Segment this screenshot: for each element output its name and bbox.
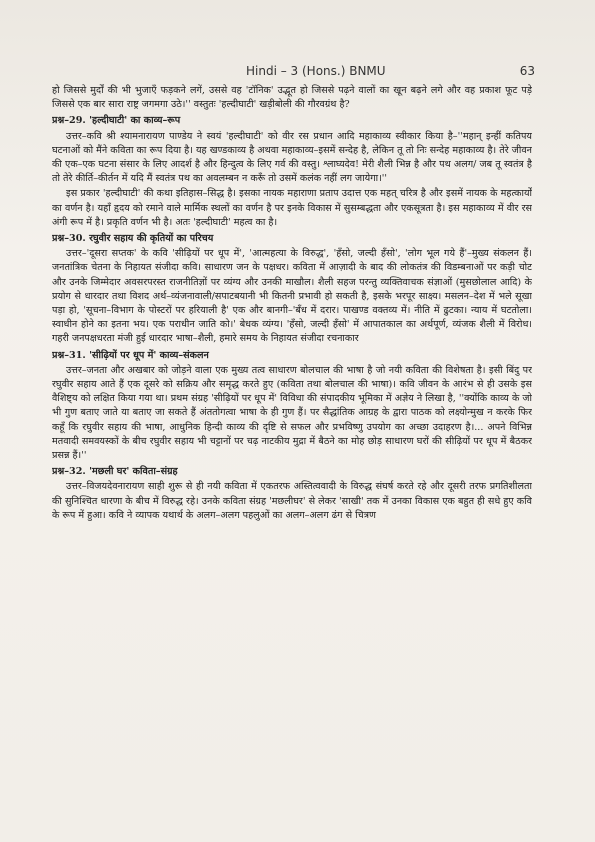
body-paragraph: उत्तर–कवि श्री श्यामनारायण पाण्डेय ने स्वयं 'हल्दीघाटी' को वीर रस प्रधान आदि महाकाव्य स्वीकार किया है–''महान् इन्हीं कतिपय घटनाओं को मैंने कविता का रूप दिया है। यह खण्डकाव्य है अथवा महाकाव्य–इसमें सन्देह है, लेकिन तू तो निः सन्देह महाकाव्य है। तेरे जीवन की एक–एक घटना संसार के लिए आदर्श है और हिन्दुत्व के लिए गर्व की वस्तु। श्लाघ्यदेव! मेरी शैली भिन्न है और पथ अलग/ जब तू स्वतंत्र है तो तेरे कीर्ति–कीर्तन में यदि मैं स्वतंत्र पथ का अवलम्बन न करूँ तो उसमें कलंक नहीं लग जायेगा।'' xyxy=(52,130,532,185)
body-paragraph: उत्तर–'दूसरा सप्तक' के कवि 'सीढ़ियों पर धूप में', 'आत्महत्या के विरुद्ध', 'हँसो, जल्दी हँसो', 'लोग भूल गये हैं'–मुख्य संकलन हैं। जनतांत्रिक चेतना के निहायत संजीदा कवि। साधारण जन के पक्षधर। कविता में आज़ादी के बाद की लोकतंत्र की विडम्बनाओं पर कड़ी चोट और उनके जिम्मेदार अवसरपरस्त राजनीतिज्ञों पर व्यंग्य और उनकी माखौल। शैली सहज परन्तु व्यक्तिवाचक संज्ञाओं (मुसछोलाल आदि) के प्रयोग से धारदार तथा विशद अर्थ–व्यंजनावाली/सपाटबयानी भी कितनी प्रभावी हो सकती है, इसके भरपूर साक्ष्य। मसलन–देश में भले सूखा पड़ा हो, 'सूचना–विभाग के पोस्टरों पर हरियाली है' एक और बानगी–'बँध में दरार। पाखण्ड वक्तव्य में। नीति में ढुटका। न्याय में घटतोला। स्वाधीन होने का इतना भय। एक पराधीन जाति को।' बेधक व्यंग्य। 'हँसो, जल्दी हँसो' में आपातकाल का अर्थपूर्ण, व्यंजक शैली में विरोध। गहरी जनपक्षधरता मंजी हुई धारदार भाषा–शैली, हमारे समय के निहायत संजीदा रचनाकार xyxy=(52,248,532,345)
running-head: Hindi – 3 (Hons.) BNMU xyxy=(246,64,386,78)
page-number: 63 xyxy=(519,64,535,78)
body-paragraph: हो जिससे मुर्दों की भी भुजाएँ फड़कने लगें, उससे वह 'टॉनिक' उद्भूत हो जिससे पढ़ने वालों का खून बढ़ने लगे और वह प्रकाश फूट पड़े जिससे एक बार सारा राष्ट्र जगमगा उठे।'' वस्तुतः 'हल्दीघाटी' खड़ीबोली की गौरवग्रंथ है? xyxy=(52,85,532,111)
question-heading: प्रश्न–30. रघुवीर सहाय की कृतियों का परिचय xyxy=(52,233,214,245)
body-paragraph: उत्तर–जनता और अखबार को जोड़ने वाला एक मुख्य तत्व साधारण बोलचाल की भाषा है जो नयी कविता की विशेषता है। इसी बिंदु पर रघुवीर सहाय आते हैं एक दूसरे को सक्रिय और समृद्ध करते हुए (कविता तथा बोलचाल की भाषा)। कवि जीवन के आरंभ से ही उसके इस वैशिष्ट्य को लक्षित किया गया था। प्रथम संग्रह 'सीढ़ियों पर धूप में' विविधा की संपादकीय भूमिका में अज्ञेय ने लिखा है, ''क्योंकि काव्य के जो भी गुण बताए जाते या बताए जा सकते हैं अंततोगत्वा भाषा के ही गुण हैं। पर सैद्धांतिक आग्रह के द्वारा पाठक को लक्ष्योन्मुख न करके फिर कहूँ कि रघुवीर सहाय की भाषा, आधुनिक हिन्दी काव्य की दृष्टि से सफल और प्रभविष्णु उपयोग का अच्छा उदाहरण है।... अपने विभिन्न मतवादी समवयस्कों के बीच रघुवीर सहाय भी चट्टानों पर चढ़ नाटकीय मुद्रा में बैठने का मोह छोड़ साधारण घरों की सीढ़ियों पर धूप में बैठकर प्रसन्न हैं।'' xyxy=(52,364,532,462)
page-body xyxy=(52,84,532,824)
body-paragraph: उत्तर–विजयदेवनारायण साही शुरू से ही नयी कविता में एकतरफ अस्तित्ववादी के विरुद्ध संघर्ष करते रहे और दूसरी तरफ प्रगतिशीलता की सुनिश्चित धारणा के बीच में विरुद्ध रहे। उनके कविता संग्रह 'मछलीघर' से लेकर 'साखी' तक में उनका विकास एक बहुत ही सधे हुए कवि के रूप में हुआ। कवि ने व्यापक यथार्थ के अलग–अलग पहलुओं का अलग–अलग ढंग से चित्रण xyxy=(52,481,532,521)
question-heading: प्रश्न–32. 'मछली घर' कविता–संग्रह xyxy=(52,466,178,478)
question-heading: प्रश्न–29. 'हल्दीघाटी' का काव्य–रूप xyxy=(52,115,181,127)
body-paragraph: इस प्रकार 'हल्दीघाटी' की कथा इतिहास–सिद्ध है। इसका नायक महाराणा प्रताप उदात्त एक महत् चरित्र है और इसमें नायक के महत्कार्यों का वर्णन है। यहाँ हृदय को रमाने वाले मार्मिक स्थलों का वर्णन है पर इनके विकास में सुसम्बद्धता और एकसूत्रता है। इस महाकाव्य में वीर रस अंगी रूप में है। प्रकृति वर्णन भी है। अतः 'हल्दीघाटी' महत्व का है। xyxy=(52,188,532,228)
question-heading: प्रश्न–31. 'सीढ़ियों पर धूप में' काव्य–संकलन xyxy=(52,349,209,361)
page-header xyxy=(60,64,535,80)
